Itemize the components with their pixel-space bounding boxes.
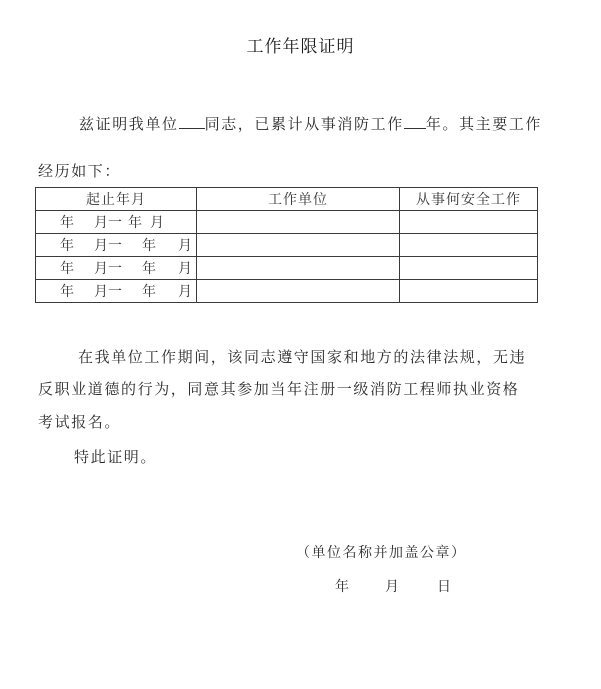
unit-cell[interactable] [197, 257, 400, 280]
month-end-label: 月 [178, 284, 192, 300]
closing-line: 特此证明。 [74, 448, 158, 466]
period-cell[interactable] [36, 257, 197, 280]
intro-line-1 [79, 113, 542, 134]
period-cell[interactable] [36, 234, 197, 257]
header-unit: 工作单位 [197, 188, 400, 211]
month-end-label: 月 [150, 215, 164, 231]
month-end-label: 月 [178, 238, 192, 254]
table-row [36, 234, 538, 257]
unit-cell[interactable] [197, 234, 400, 257]
table-header-row [36, 188, 538, 211]
unit-cell[interactable] [197, 280, 400, 303]
stamp-label: （单位名称并加盖公章） [296, 545, 467, 561]
month-start-label: 月一 [94, 215, 122, 231]
intro-text-2: 同志，已累计从事消防工作 [204, 115, 404, 133]
month-start-label: 月一 [94, 261, 122, 277]
sign-month-label: 月 [385, 579, 401, 595]
work-cell[interactable] [400, 211, 538, 234]
header-work: 从事何安全工作 [400, 188, 538, 211]
year-end-label: 年 [142, 238, 156, 254]
sign-year-label: 年 [335, 579, 351, 595]
table-row [36, 257, 538, 280]
sign-day-label: 日 [437, 579, 453, 595]
unit-cell[interactable] [197, 211, 400, 234]
period-cell[interactable] [36, 211, 197, 234]
body-line-1: 在我单位工作期间，该同志遵守国家和地方的法律法规，无违 [78, 348, 527, 366]
year-end-label: 年 [142, 261, 156, 277]
table-row [36, 211, 538, 234]
work-cell[interactable] [400, 234, 538, 257]
document-title: 工作年限证明 [246, 37, 355, 57]
work-cell[interactable] [400, 257, 538, 280]
intro-line-2: 经历如下： [38, 162, 122, 180]
month-start-label: 月一 [94, 238, 122, 254]
header-period: 起止年月 [36, 188, 197, 211]
month-start-label: 月一 [94, 284, 122, 300]
body-line-3: 考试报名。 [38, 413, 122, 431]
period-cell[interactable] [36, 280, 197, 303]
year-start-label: 年 [60, 261, 74, 277]
year-start-label: 年 [60, 284, 74, 300]
year-end-label: 年 [128, 215, 142, 231]
work-history-table [35, 187, 538, 303]
blank-years-field[interactable] [404, 114, 426, 129]
intro-text-1: 兹证明我单位 [79, 115, 179, 133]
year-end-label: 年 [142, 284, 156, 300]
blank-name-field[interactable] [179, 114, 205, 129]
intro-text-3: 年。其主要工作 [425, 115, 543, 133]
month-end-label: 月 [178, 261, 192, 277]
table-row [36, 280, 538, 303]
year-start-label: 年 [60, 215, 74, 231]
body-line-2: 反职业道德的行为，同意其参加当年注册一级消防工程师执业资格 [38, 380, 520, 398]
work-cell[interactable] [400, 280, 538, 303]
year-start-label: 年 [60, 238, 74, 254]
